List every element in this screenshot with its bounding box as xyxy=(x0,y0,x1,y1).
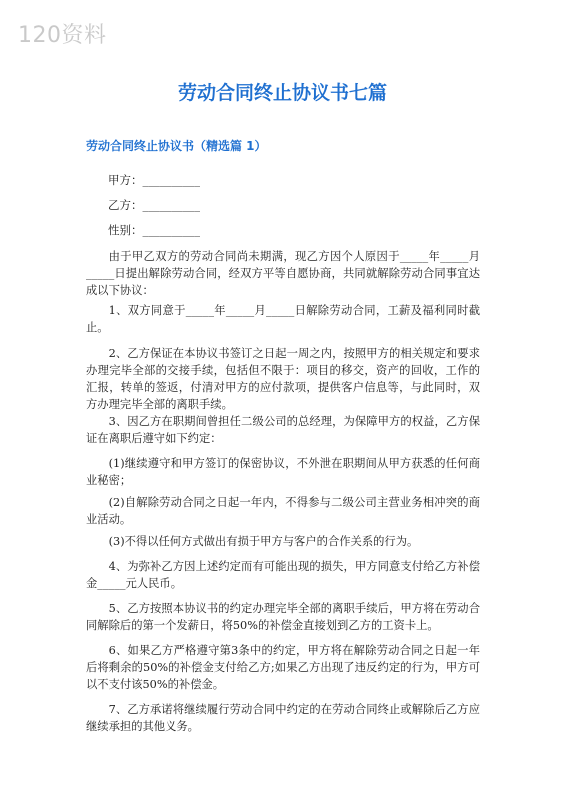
party-a-field: 甲方：__________ xyxy=(108,173,200,187)
section-heading: 劳动合同终止协议书（精选篇 1） xyxy=(86,139,267,153)
clause-6-paragraph: 6、如果乙方严格遵守第3条中的约定，甲方将在解除劳动合同之日起一年后将剩余的50%的补偿金支付给乙方;如果乙方出现了违反约定的行为，甲方可以不支付该50%的补偿金。 xyxy=(86,644,480,691)
clause-1-paragraph: 1、双方同意于_____年_____月_____日解除劳动合同，工薪及福利同时截止。 xyxy=(86,304,480,334)
gender-field: 性别：__________ xyxy=(108,223,200,237)
intro-paragraph: 由于甲乙双方的劳动合同尚未期满，现乙方因个人原因于_____年_____月_____日提出解除劳动合同，经双方平等自愿协商，共同就解除劳动合同事宜达成以下协议： xyxy=(86,250,480,297)
watermark-logo: 120资料 xyxy=(18,23,107,48)
clause-3-item-1-paragraph: (1)继续遵守和甲方签订的保密协议，不外泄在职期间从甲方获悉的任何商业秘密； xyxy=(86,457,480,487)
clause-4-paragraph: 4、为弥补乙方因上述约定而有可能出现的损失，甲方同意支付给乙方补偿金_____元人民币。 xyxy=(86,560,480,590)
clause-2-paragraph: 2、乙方保证在本协议书签订之日起一周之内，按照甲方的相关规定和要求办理完毕全部的交接手续，包括但不限于：项目的移交，资产的回收，工作的汇报，转单的签返，付清对甲方的应付款项，提供客户信息等，与此同时，双方办理完毕全部的离职手续。 xyxy=(86,347,480,411)
clause-3-item-2-paragraph: (2)自解除劳动合同之日起一年内，不得参与二级公司主营业务相冲突的商业活动。 xyxy=(86,496,480,526)
document-title: 劳动合同终止协议书七篇 xyxy=(177,82,387,104)
party-b-field: 乙方：__________ xyxy=(108,198,200,212)
clause-5-paragraph: 5、乙方按照本协议书的约定办理完毕全部的离职手续后，甲方将在劳动合同解除后的第一个发薪日，将50%的补偿金直接划到乙方的工资卡上。 xyxy=(86,602,480,632)
clause-3-paragraph: 3、因乙方在职期间曾担任二级公司的总经理，为保障甲方的权益，乙方保证在离职后遵守如下约定： xyxy=(86,415,480,445)
clause-3-item-3-paragraph: (3)不得以任何方式做出有损于甲方与客户的合作关系的行为。 xyxy=(108,535,419,548)
clause-7-paragraph: 7、乙方承诺将继续履行劳动合同中约定的在劳动合同终止或解除后乙方应继续承担的其他义务。 xyxy=(86,703,480,733)
